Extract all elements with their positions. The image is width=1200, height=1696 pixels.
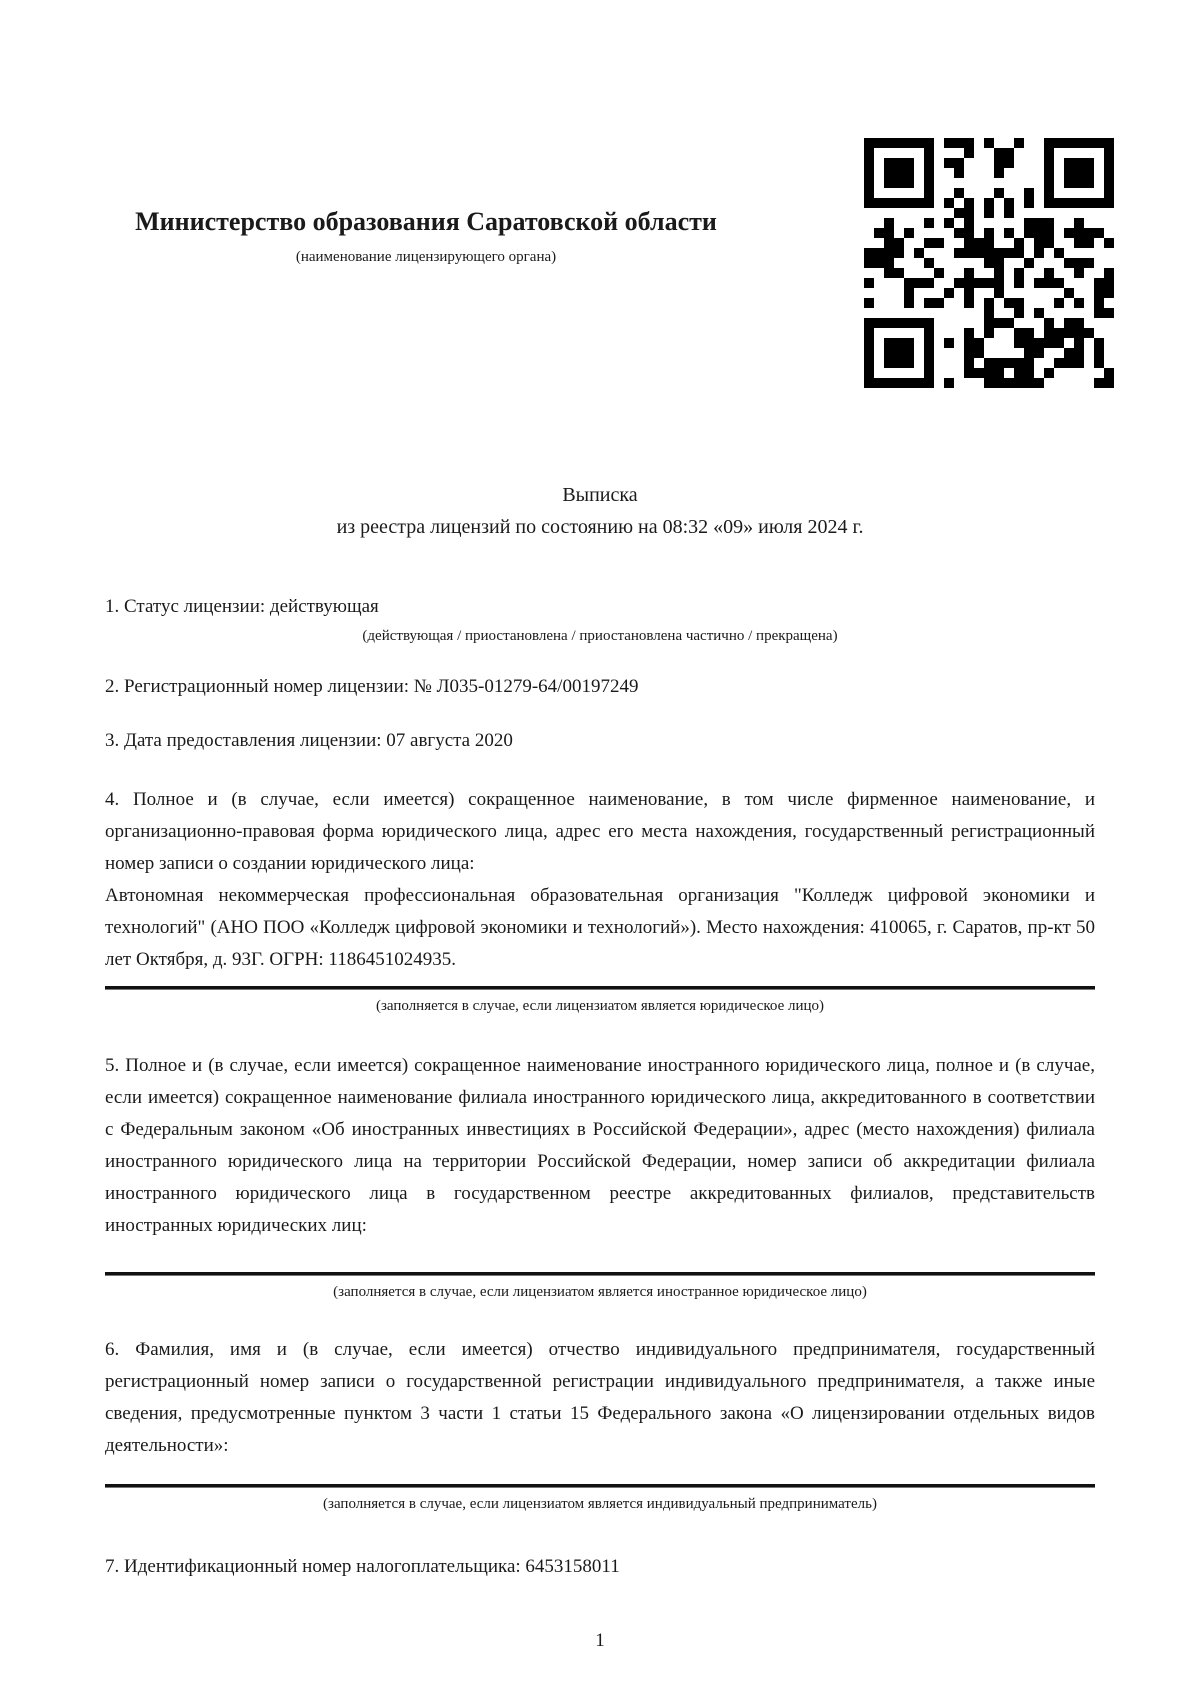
page-number: 1	[595, 1630, 605, 1651]
licensing-authority-caption: (наименование лицензирующего органа)	[295, 249, 557, 265]
field-legal-entity-label: 4. Полное и (в случае, если имеется) сокращенное наименование, в том числе фирменное наименование, и организационно-правовая форма юридического лица, адрес его места нахождения, государственный регистрационный номер записи о создании юридического лица:	[105, 789, 1095, 874]
fill-in-line-foreign-entity	[105, 1272, 1095, 1276]
document-body	[105, 482, 1095, 1580]
field-foreign-entity-caption: (заполняется в случае, если лицензиатом является иностранное юридическое лицо)	[333, 1284, 867, 1300]
field-legal-entity-caption: (заполняется в случае, если лицензиатом является юридическое лицо)	[375, 998, 825, 1014]
licensing-authority-block	[108, 202, 744, 266]
field-license-status: 1. Статус лицензии: действующая	[105, 596, 379, 617]
field-license-status-caption: (действующая / приостановлена / приостановлена частично / прекращена)	[362, 628, 838, 644]
field-taxpayer-inn: 7. Идентификационный номер налогоплательщика: 6453158011	[105, 1556, 620, 1577]
fill-in-line-legal-entity	[105, 986, 1095, 990]
field-entrepreneur-label: 6. Фамилия, имя и (в случае, если имеется) отчество индивидуального предпринимателя, государственный регистрационный номер записи о государственной регистрации индивидуального предпринимателя, а также иные сведения, предусмотренные пунктом 3 части 1 статьи 15 Федерального закона «О лицензировании отдельных видов деятельности»:	[105, 1339, 1095, 1456]
field-entrepreneur-caption: (заполняется в случае, если лицензиатом является индивидуальный предприниматель)	[323, 1496, 877, 1512]
field-foreign-entity-label: 5. Полное и (в случае, если имеется) сокращенное наименование иностранного юридического лица, полное и (в случае, если имеется) сокращенное наименование филиала иностранного юридического лица, аккредитованного в соответствии с Федеральным законом «Об иностранных инвестициях в Российской Федерации», адрес (место нахождения) филиала иностранного юридического лица на территории Российской Федерации, номер записи об аккредитации филиала иностранного юридического лица в государственном реестре аккредитованных филиалов, представительств иностранных юридических лиц:	[105, 1055, 1095, 1236]
field-registration-number: 2. Регистрационный номер лицензии: № Л035-01279-64/00197249	[105, 676, 639, 697]
qr-code-icon	[864, 138, 1114, 388]
field-grant-date: 3. Дата предоставления лицензии: 07 августа 2020	[105, 730, 513, 751]
licensing-authority-name: Министерство образования Саратовской области	[135, 207, 717, 236]
document-title-line1: Выписка	[562, 484, 638, 506]
fill-in-line-entrepreneur	[105, 1484, 1095, 1488]
document-title-line2: из реестра лицензий по состоянию на 08:32 «09» июля 2024 г.	[336, 516, 864, 538]
document-title	[105, 482, 1095, 540]
field-legal-entity-value: Автономная некоммерческая профессиональная образовательная организация "Колледж цифровой экономики и технологий" (АНО ПОО «Колледж цифровой экономики и технологий»). Место нахождения: 410065, г. Саратов, пр-кт 50 лет Октября, д. 93Г. ОГРН: 1186451024935.	[105, 885, 1095, 970]
